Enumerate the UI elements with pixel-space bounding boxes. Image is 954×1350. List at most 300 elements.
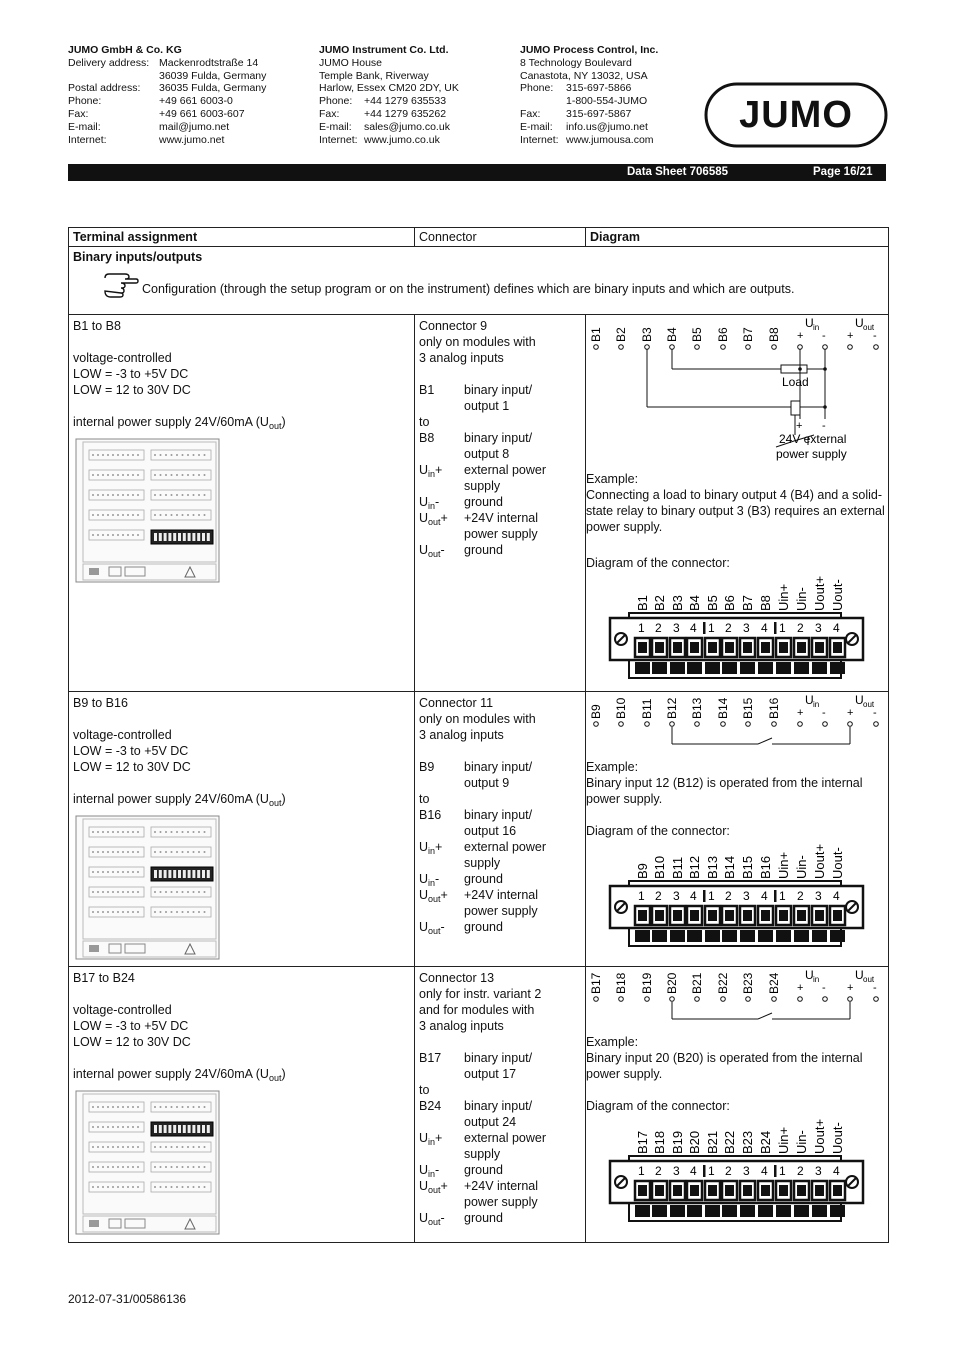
supply-terminal-description: ground — [464, 920, 503, 934]
terminal-description: output 1 — [464, 399, 510, 413]
connector-info-line: 3 analog inputs — [419, 351, 504, 365]
spec-line: LOW = 12 to 30V DC — [73, 760, 191, 774]
pin-number: 3 — [743, 621, 750, 635]
terminal-description: binary input/ — [464, 383, 533, 397]
contact-label: Internet: — [520, 133, 559, 146]
terminal-table — [68, 227, 889, 1243]
connector-pin-label: Uout+ — [812, 575, 827, 611]
example-title: Example: — [586, 472, 639, 486]
pin-number: 3 — [743, 889, 750, 903]
connector-pin-label: B24 — [758, 1130, 773, 1154]
connector-pin-label: B2 — [652, 595, 667, 611]
pin-number: 2 — [725, 1164, 732, 1178]
module-thumbnail-image — [75, 815, 221, 961]
connector-pin-label: B4 — [687, 595, 702, 611]
external-supply-label: 24V external — [779, 432, 847, 446]
terminal-label: B12 — [665, 697, 679, 719]
connector-info-line: Connector 9 — [419, 319, 488, 333]
terminal-description: output 16 — [464, 824, 517, 838]
connector-pin-label: Uin+ — [776, 1126, 791, 1154]
polarity-sign: + — [847, 982, 854, 994]
terminal-label: B9 — [589, 704, 603, 719]
terminal-description: binary input/ — [464, 760, 533, 774]
pin-number: 1 — [779, 889, 786, 903]
supply-terminal-description: external power — [464, 463, 546, 477]
u-sign: - — [440, 920, 445, 934]
u-sign: + — [435, 1131, 443, 1145]
uout-header: U — [855, 316, 864, 330]
connector-pin-label: B23 — [740, 1130, 755, 1154]
contact-value: mail@jumo.net — [159, 120, 230, 133]
terminal-clamp — [722, 930, 737, 942]
document-footer: 2012-07-31/00586136 — [68, 1292, 187, 1306]
connector-pin-label: B8 — [758, 595, 773, 611]
example-text: state relay to binary output 3 (B3) requires an external — [586, 504, 885, 518]
spec-line: LOW = 12 to 30V DC — [73, 1035, 191, 1049]
contact-row — [319, 108, 459, 121]
contact-row — [319, 121, 459, 134]
u-subscript: out — [428, 517, 441, 527]
contact-row — [68, 134, 266, 147]
supply-terminal-description: supply — [464, 1147, 501, 1161]
polarity-sign: - — [822, 707, 826, 719]
power-text: internal power supply 24V/60mA (U — [73, 415, 269, 429]
connector-info-line: only on modules with — [419, 712, 536, 726]
contact-label — [68, 70, 159, 83]
contact-label: E-mail: — [68, 120, 101, 133]
pin-number: 2 — [655, 889, 662, 903]
terminal-circle — [619, 722, 624, 727]
pin-number: 4 — [690, 889, 697, 903]
u-sign: - — [435, 495, 440, 509]
uin-header: U — [805, 316, 814, 330]
terminal-label: B4 — [665, 327, 679, 342]
power-text: internal power supply 24V/60mA (U — [73, 1067, 269, 1081]
connector-pin-label: B16 — [758, 855, 773, 879]
example-text: power supply. — [586, 792, 663, 806]
page-number: Page 16/21 — [813, 166, 873, 178]
address-line: JUMO House — [319, 56, 383, 69]
connector-pin-label: B17 — [635, 1130, 650, 1154]
contact-value: Mackenrodtstraße 14 — [159, 56, 259, 69]
u-subscript: out — [428, 926, 441, 936]
terminal-clamp — [776, 930, 791, 942]
supply-terminal-id — [419, 462, 442, 482]
terminal-clamp — [758, 1205, 773, 1217]
terminal-id: B24 — [419, 1099, 442, 1113]
pin-number: 2 — [797, 621, 804, 635]
terminal-clamp — [740, 1205, 755, 1217]
terminal-clamp — [812, 1205, 827, 1217]
contact-row — [68, 70, 266, 83]
connector-pin-label: Uout+ — [812, 1118, 827, 1154]
module-thumbnail-image — [75, 438, 221, 584]
supply-terminal-description: power supply — [464, 904, 538, 918]
u-subscript: in — [428, 846, 436, 856]
terminal-circle — [695, 997, 700, 1002]
connector-pin-label: B6 — [722, 595, 737, 611]
power-subscript: out — [268, 1073, 282, 1083]
terminal-circle — [848, 345, 853, 350]
connector-diagram-title: Diagram of the connector: — [586, 1099, 730, 1113]
terminal-label: B17 — [589, 972, 603, 994]
connector-drawing — [607, 837, 869, 947]
pin-number: 4 — [690, 621, 697, 635]
uin-header-subscript: in — [813, 975, 820, 984]
supply-terminal-description: ground — [464, 495, 503, 509]
address-jumo-uk — [319, 44, 459, 146]
pin-number: 2 — [797, 1164, 804, 1178]
pin-number: 1 — [638, 889, 645, 903]
terminal-label: B15 — [741, 697, 755, 719]
contact-row — [520, 134, 658, 147]
u-sign: - — [435, 1163, 440, 1177]
connector-pin-label: Uin- — [794, 855, 809, 879]
contact-row — [68, 95, 266, 108]
connector-pin-label: B22 — [722, 1130, 737, 1154]
u-subscript: in — [428, 1137, 436, 1147]
connector-pin-label: B18 — [652, 1130, 667, 1154]
uout-header: U — [855, 693, 864, 707]
terminal-label: B3 — [640, 327, 654, 342]
terminal-clamp — [652, 662, 667, 674]
u-symbol: U — [419, 1163, 429, 1177]
example-title: Example: — [586, 1035, 639, 1049]
terminal-clamp — [722, 1205, 737, 1217]
column-header-connector: Connector — [419, 230, 477, 244]
supply-terminal-description: power supply — [464, 1195, 538, 1209]
uout-header-subscript: out — [863, 323, 875, 332]
wire — [758, 738, 772, 744]
terminal-label: B13 — [690, 697, 704, 719]
power-subscript: out — [268, 421, 282, 431]
u-symbol: U — [419, 511, 429, 525]
terminal-label: B11 — [640, 698, 654, 719]
pin-number: 3 — [743, 1164, 750, 1178]
terminal-clamp — [635, 662, 650, 674]
logo-text: JUMO — [739, 94, 853, 136]
terminal-label: B16 — [767, 697, 781, 719]
power-supply-spec — [73, 1066, 286, 1086]
supply-terminal-description: external power — [464, 1131, 546, 1145]
pointing-hand-icon — [103, 269, 139, 299]
terminal-circle — [874, 722, 879, 727]
pin-number: 3 — [815, 1164, 822, 1178]
supply-terminal-description: +24V internal — [464, 511, 539, 525]
spec-line: voltage-controlled — [73, 351, 172, 365]
contact-label: Fax: — [319, 107, 340, 120]
pin-number: 1 — [779, 1164, 786, 1178]
power-supply-spec — [73, 791, 286, 811]
terminal-id: B1 — [419, 383, 435, 397]
terminal-label: B18 — [614, 972, 628, 994]
pin-number: 4 — [833, 889, 840, 903]
contact-value: +44 1279 635262 — [364, 107, 447, 120]
contact-value: info.us@jumo.net — [566, 120, 648, 133]
pin-number: 4 — [761, 889, 768, 903]
terminal-label: B1 — [589, 327, 603, 342]
power-end: ) — [281, 1067, 286, 1081]
spec-line: voltage-controlled — [73, 1003, 172, 1017]
terminal-id: to — [419, 792, 430, 806]
terminal-circle — [746, 345, 751, 350]
connector-pin-label: B12 — [687, 855, 702, 879]
terminal-id: B9 — [419, 760, 435, 774]
terminal-circle — [746, 722, 751, 727]
contact-row — [520, 121, 658, 134]
contact-row — [68, 57, 266, 70]
terminal-description: output 17 — [464, 1067, 517, 1081]
terminal-circle — [619, 997, 624, 1002]
address-jumo-gmbh — [68, 44, 266, 146]
pin-number: 4 — [761, 1164, 768, 1178]
terminal-label: B2 — [614, 327, 628, 342]
pin-number: 1 — [708, 1164, 715, 1178]
terminal-circle — [670, 345, 675, 350]
supply-terminal-id — [419, 839, 442, 859]
address-line: Temple Bank, Riverway — [319, 69, 429, 82]
connector-info-line: Connector 13 — [419, 971, 495, 985]
u-subscript: out — [428, 894, 441, 904]
uout-header-subscript: out — [863, 700, 875, 709]
terminal-circle — [772, 345, 777, 350]
supply-terminal-description: external power — [464, 840, 546, 854]
connector-drawing — [607, 569, 869, 679]
u-sign: + — [440, 511, 448, 525]
terminal-clamp — [758, 930, 773, 942]
terminal-clamp — [652, 1205, 667, 1217]
contact-label: Fax: — [520, 107, 541, 120]
u-symbol: U — [419, 1179, 429, 1193]
contact-label: Phone: — [520, 82, 554, 95]
u-symbol: U — [419, 872, 429, 886]
wire — [758, 1013, 772, 1019]
polarity-sign: + — [797, 982, 804, 994]
contact-value: 315-697-5866 — [566, 82, 632, 95]
u-sign: - — [440, 543, 445, 557]
u-sign: + — [435, 463, 443, 477]
supply-terminal-description: ground — [464, 1163, 503, 1177]
pin-number: 4 — [690, 1164, 697, 1178]
connector-pin-label: Uout- — [830, 1122, 845, 1154]
company-name: JUMO GmbH & Co. KG — [68, 44, 182, 56]
uout-header-subscript: out — [863, 975, 875, 984]
contact-value: +49 661 6003-607 — [159, 107, 245, 120]
pin-number: 3 — [815, 621, 822, 635]
terminal-circle — [823, 997, 828, 1002]
terminal-label: B6 — [716, 327, 730, 342]
contact-value: +49 661 6003-0 — [159, 95, 233, 108]
connector-pin-label: B21 — [705, 1130, 720, 1154]
spec-line: LOW = -3 to +5V DC — [73, 1019, 189, 1033]
supply-terminal-id — [419, 919, 445, 939]
example-title: Example: — [586, 760, 639, 774]
contact-row — [319, 95, 459, 108]
connector-pin-label: B5 — [705, 595, 720, 611]
contact-value: 36035 Fulda, Germany — [159, 82, 267, 95]
datasheet-bar — [68, 164, 886, 181]
contact-row — [68, 121, 266, 134]
address-jumo-usa — [520, 44, 658, 146]
supply-terminal-description: +24V internal — [464, 888, 539, 902]
terminal-id: B16 — [419, 808, 442, 822]
supply-terminal-description: supply — [464, 856, 501, 870]
uin-header: U — [805, 693, 814, 707]
terminal-label: B21 — [690, 972, 704, 994]
power-supply-spec — [73, 414, 286, 434]
contact-label: E-mail: — [520, 120, 553, 133]
supply-terminal-description: supply — [464, 479, 501, 493]
contact-row — [520, 95, 658, 108]
terminal-label: B24 — [767, 972, 781, 994]
terminal-circle — [695, 345, 700, 350]
terminal-circle — [594, 345, 599, 350]
power-subscript: out — [268, 798, 282, 808]
supply-terminal-description: ground — [464, 872, 503, 886]
terminal-clamp — [670, 1205, 685, 1217]
uin-header-subscript: in — [813, 700, 820, 709]
terminal-clamp — [670, 662, 685, 674]
polarity-sign: - — [873, 330, 877, 342]
supply-terminal-id — [419, 542, 445, 562]
uout-header: U — [855, 968, 864, 982]
connector-drawing — [607, 1112, 869, 1222]
terminal-circle — [721, 997, 726, 1002]
example-text: Binary input 20 (B20) is operated from the internal — [586, 1051, 863, 1065]
company-name: JUMO Instrument Co. Ltd. — [319, 44, 449, 56]
terminal-description: binary input/ — [464, 1099, 533, 1113]
configuration-note: Configuration (through the setup program or on the instrument) defines which are binary inputs and which are outputs. — [142, 282, 795, 296]
u-sign: + — [435, 840, 443, 854]
pin-number: 4 — [833, 621, 840, 635]
power-text: internal power supply 24V/60mA (U — [73, 792, 269, 806]
terminal-clamp — [705, 662, 720, 674]
terminal-label: B20 — [665, 972, 679, 994]
u-sign: - — [435, 872, 440, 886]
supply-terminal-description: ground — [464, 1211, 503, 1225]
address-line: Harlow, Essex CM20 2DY, UK — [319, 82, 459, 95]
pin-number: 3 — [673, 1164, 680, 1178]
contact-value: www.jumousa.com — [566, 133, 654, 146]
u-subscript: in — [428, 469, 436, 479]
terminal-clamp — [794, 662, 809, 674]
terminal-clamp — [794, 1205, 809, 1217]
terminal-range: B9 to B16 — [73, 696, 128, 710]
u-symbol: U — [419, 1211, 429, 1225]
contact-label: Fax: — [68, 107, 89, 120]
uin-header: U — [805, 968, 814, 982]
u-sign: + — [440, 888, 448, 902]
terminal-clamp — [812, 930, 827, 942]
polarity-sign: + — [797, 707, 804, 719]
polarity-sign: - — [822, 330, 826, 342]
terminal-description: binary input/ — [464, 1051, 533, 1065]
terminal-label: B22 — [716, 972, 730, 994]
terminal-label: B10 — [614, 697, 628, 719]
pin-number: 2 — [797, 889, 804, 903]
contact-row — [319, 134, 459, 147]
pin-number: 1 — [708, 889, 715, 903]
contact-label: Delivery address: — [68, 56, 150, 69]
contact-value: 315-697-5867 — [566, 107, 632, 120]
contact-value: www.jumo.net — [159, 133, 225, 146]
connector-pin-label: B15 — [740, 855, 755, 879]
example-text: power supply. — [586, 1067, 663, 1081]
section-title: Binary inputs/outputs — [73, 250, 203, 264]
contact-label: Internet: — [68, 133, 107, 146]
terminal-clamp — [687, 930, 702, 942]
terminal-circle — [823, 722, 828, 727]
terminal-circle — [746, 997, 751, 1002]
load-resistor — [781, 365, 807, 373]
example-text: Binary input 12 (B12) is operated from the internal — [586, 776, 863, 790]
terminal-description: binary input/ — [464, 431, 533, 445]
terminal-circle — [619, 345, 624, 350]
terminal-description: output 8 — [464, 447, 510, 461]
address-line: Canastota, NY 13032, USA — [520, 69, 648, 82]
connector-pin-label: B9 — [635, 863, 650, 879]
terminal-description: binary input/ — [464, 808, 533, 822]
pin-number: 3 — [815, 889, 822, 903]
connector-info-line: 3 analog inputs — [419, 728, 504, 742]
polarity-sign: + — [847, 707, 854, 719]
datasheet-number: Data Sheet 706585 — [627, 166, 729, 178]
terminal-range: B17 to B24 — [73, 971, 135, 985]
polarity-sign: - — [873, 707, 877, 719]
supply-terminal-id — [419, 1130, 442, 1150]
contact-label: E-mail: — [319, 120, 352, 133]
terminal-clamp — [830, 662, 845, 674]
terminal-id: B17 — [419, 1051, 442, 1065]
pin-number: 1 — [638, 621, 645, 635]
connector-pin-label: Uin- — [794, 1130, 809, 1154]
terminal-circle — [874, 345, 879, 350]
pin-number: 4 — [761, 621, 768, 635]
terminal-clamp — [687, 662, 702, 674]
example-text: power supply. — [586, 520, 663, 534]
company-name: JUMO Process Control, Inc. — [520, 44, 659, 56]
contact-row — [520, 82, 658, 95]
contact-label: Postal address: — [68, 82, 141, 95]
terminal-id: to — [419, 1083, 430, 1097]
supply-terminal-description: +24V internal — [464, 1179, 539, 1193]
connector-diagram-title: Diagram of the connector: — [586, 824, 730, 838]
connector-pin-label: B3 — [670, 595, 685, 611]
terminal-description: output 24 — [464, 1115, 517, 1129]
jumo-logo — [704, 82, 888, 148]
supply-terminal-id — [419, 887, 448, 907]
u-subscript: out — [428, 1185, 441, 1195]
module-thumbnail-image — [75, 1090, 221, 1236]
connector-info-line: only on modules with — [419, 335, 536, 349]
terminal-clamp — [758, 662, 773, 674]
terminal-clamp — [722, 662, 737, 674]
terminal-clamp — [776, 662, 791, 674]
terminal-label: B14 — [716, 697, 730, 719]
terminal-clamp — [740, 930, 755, 942]
u-symbol: U — [419, 840, 429, 854]
connector-pin-label: Uout- — [830, 847, 845, 879]
uin-header-subscript: in — [813, 323, 820, 332]
contact-label — [520, 95, 566, 108]
polarity-sign: - — [822, 982, 826, 994]
supply-terminal-id — [419, 1210, 445, 1230]
spec-line: LOW = 12 to 30V DC — [73, 383, 191, 397]
terminal-circle — [772, 722, 777, 727]
terminal-circle — [721, 345, 726, 350]
terminal-circle — [670, 997, 675, 1002]
connector-pin-label: B11 — [670, 856, 685, 879]
